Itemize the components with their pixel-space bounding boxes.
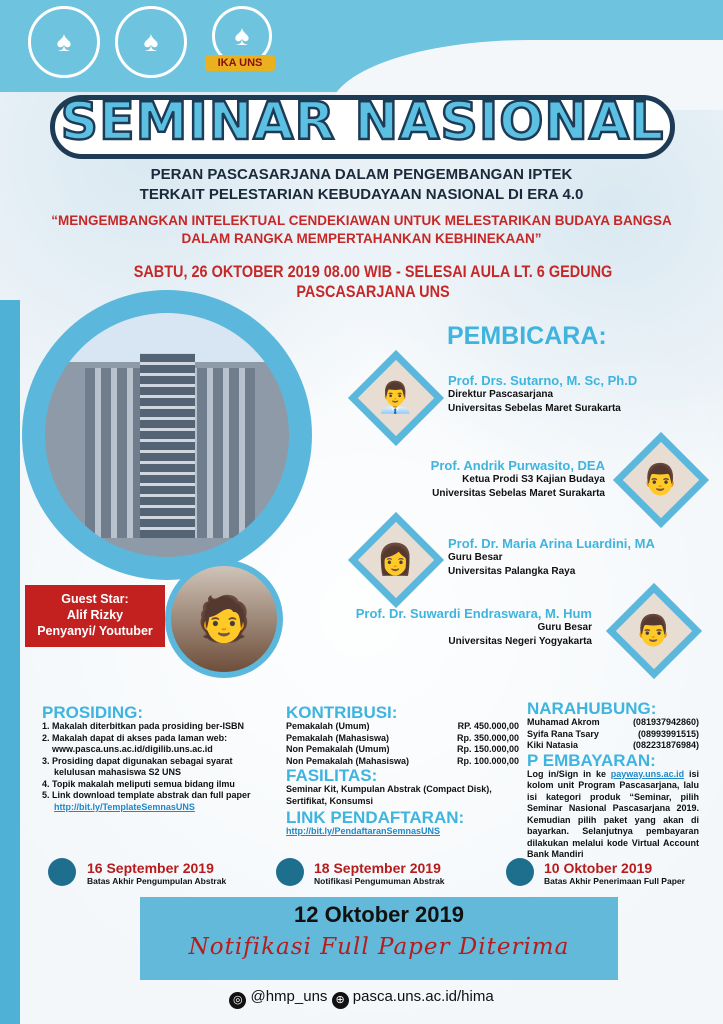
building-center [140,353,195,538]
timeline-label: Batas Akhir Pengumpulan Abstrak [87,876,227,886]
left-bar [0,300,20,1024]
speaker-photo-3: 👩 [348,512,444,608]
contact-row [527,729,699,741]
contact-name: Syifa Rana Tsary [527,728,599,739]
pembayaran-heading: P EMBAYARAN: [527,750,656,770]
contact-phone: (08993991515) [637,728,699,739]
theme-line-2: DALAM RANGKA MEMPERTAHANKAN KEBHINEKAAN” [181,231,542,246]
contact-row [527,740,699,752]
contact-phone: (082231876984) [632,740,699,750]
speaker-photo-1: 👨‍💼 [348,350,444,446]
price-value: Rp. 350.000,00 [456,732,519,743]
narahubung-heading: NARAHUBUNG: [527,699,657,718]
guest-star-role: Penyanyi/ Youtuber [37,624,153,638]
timeline-label: Batas Akhir Penerimaan Full Paper [544,876,685,886]
price-row [286,733,519,745]
fasilitas-text: Seminar Kit, Kumpulan Abstrak (Compact Disk), Sertifikat, Konsumsi [286,784,492,806]
speaker-name: Prof. Dr. Suwardi Endraswara, M. Hum [355,606,592,621]
price-label: Pemakalah (Mahasiswa) [286,732,390,743]
final-notice-date: 12 Oktober 2019 [294,902,464,927]
speaker-title: Direktur Pascasarjana [448,389,554,400]
price-row [286,721,519,733]
prosiding-item: kelulusan mahasiswa S2 UNS [54,767,182,777]
fasilitas-heading: FASILITAS: [286,766,378,785]
event-date-location: SABTU, 26 OKTOBER 2019 08.00 WIB - SELESAI AULA LT. 6 GEDUNG PASCASARJANA UNS [133,262,613,301]
speaker-affiliation: Universitas Sebelas Maret Surakarta [448,403,621,414]
pembayaran-pre: Log in/Sign in ke [527,768,611,779]
globe-icon: ⊕ [332,992,349,1009]
speaker-affiliation: Universitas Palangka Raya [448,566,576,577]
pascasarjana-logo: ♠ [115,6,187,78]
payway-link[interactable]: payway.uns.ac.id [610,768,685,779]
timeline-item-2 [314,860,445,886]
contact-name: Muhamad Akrom [527,717,600,727]
speaker-photo-2: 👨 [613,432,709,528]
speaker-title: Guru Besar [537,622,592,633]
contact-name: Kiki Natasia [527,740,579,750]
timeline-dot [48,858,76,886]
prosiding-item: 5. Link download template abstrak dan full paper [42,790,251,800]
kontribusi-section [286,704,526,838]
guest-star-name: Alif Rizky [66,608,124,622]
page-title: SEMINAR NASIONAL [60,92,665,152]
timeline-dot [506,858,534,886]
prosiding-item: www.pasca.uns.ac.id/digilib.uns.ac.id [52,744,213,754]
contact-phone: (081937942860) [632,717,699,727]
social-footer [0,988,723,1009]
subtitle-line-1: PERAN PASCASARJANA DALAM PENGEMBANGAN IPTEK [150,166,573,183]
prosiding-section [42,704,282,813]
subtitle-line-2: TERKAIT PELESTARIAN KEBUDAYAAN NASIONAL DI ERA 4.0 [139,186,584,203]
final-notice-text: Notifikasi Full Paper Diterima [188,934,570,960]
theme-line-1: “MENGEMBANGKAN INTELEKTUAL CENDEKIAWAN UNTUK MELESTARIKAN BUDAYA BANGSA [51,213,672,228]
speaker-title: Ketua Prodi S3 Kajian Budaya [462,474,605,485]
prosiding-item: 1. Makalah diterbitkan pada prosiding ber-ISBN [42,721,245,731]
speaker-4 [356,606,592,649]
prosiding-item: 2. Makalah dapat di akses pada laman web: [42,732,228,743]
speaker-1 [448,373,637,416]
timeline-date: 10 Oktober 2019 [544,860,653,876]
guest-star-photo: 🧑 [165,560,283,678]
prosiding-item: 4. Topik makalah meliputi semua bidang ilmu [42,778,235,789]
speaker-affiliation: Universitas Negeri Yogyakarta [448,636,592,647]
speakers-heading: PEMBICARA: [447,322,607,350]
pendaftaran-heading: LINK PENDAFTARAN: [286,808,465,827]
price-value: Rp. 100.000,00 [456,755,519,766]
speaker-name: Prof. Andrik Purwasito, DEA [430,458,605,473]
price-row [286,744,519,756]
timeline-date: 16 September 2019 [87,860,214,876]
price-label: Non Pemakalah (Mahasiswa) [286,755,410,766]
timeline-dot [276,858,304,886]
timeline-date: 18 September 2019 [314,860,441,876]
pembayaran-text [527,769,699,861]
timeline-label: Notifikasi Pengumuman Abstrak [314,876,445,886]
guest-star-box [25,585,165,647]
building-photo [45,313,289,557]
instagram-handle[interactable]: @hmp_uns [250,988,328,1005]
price-label: Pemakalah (Umum) [286,721,370,731]
website-link[interactable]: pasca.uns.ac.id/hima [352,988,494,1005]
ika-uns-banner: IKA UNS [205,55,275,71]
ika-uns-logo: ♠ [212,6,272,66]
speaker-photo-4: 👨 [606,583,702,679]
price-label: Non Pemakalah (Umum) [286,744,390,754]
timeline-item-3 [544,860,685,886]
speaker-title: Guru Besar [448,552,503,563]
price-value: RP. 450.000,00 [457,721,519,731]
narahubung-section [527,700,699,861]
timeline-item-1 [87,860,226,886]
template-link[interactable]: http://bit.ly/TemplateSemnasUNS [54,801,195,812]
prosiding-item: 3. Prosiding dapat digunakan sebagai syarat [42,755,233,766]
speaker-name: Prof. Drs. Sutarno, M. Sc, Ph.D [448,373,638,388]
uns-logo: ♠ [28,6,100,78]
speaker-affiliation: Universitas Sebelas Maret Surakarta [432,488,605,499]
contact-row [527,717,699,729]
price-value: Rp. 150.000,00 [456,744,519,754]
speaker-3 [448,536,655,579]
pendaftaran-link[interactable]: http://bit.ly/PendaftaranSemnasUNS [286,826,441,836]
kontribusi-heading: KONTRIBUSI: [286,703,398,722]
instagram-icon: ◎ [229,992,246,1009]
speaker-name: Prof. Dr. Maria Arina Luardini, MA [448,536,655,551]
pembayaran-post: isi kolom unit Program Pascasarjana, lalu isi kategori produk “Seminar, pilih Seminar Nasional Pascasarjana 2019. Kemudian pilih paket yang akan di bayarkan. Selanjutnya pembayaran dilakukan melalui kode Virtual Account Bank Mandiri [527,768,699,859]
guest-star-label: Guest Star: [61,592,129,606]
prosiding-heading: PROSIDING: [42,703,144,722]
speaker-2 [431,458,605,501]
